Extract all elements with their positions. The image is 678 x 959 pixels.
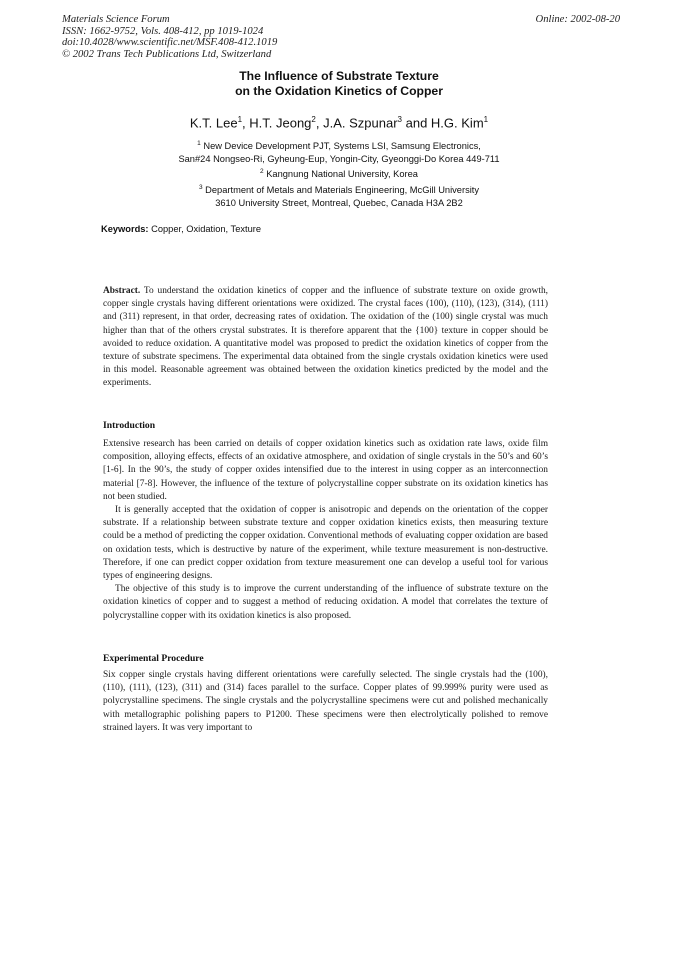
affil-number: 1 — [197, 140, 201, 147]
issn-line: ISSN: 1662-9752, Vols. 408-412, pp 1019-1024 — [62, 25, 264, 37]
copyright-line: © 2002 Trans Tech Publications Ltd, Switzerland — [62, 48, 272, 60]
journal-name: Materials Science Forum — [62, 14, 170, 25]
author-affil-mark: 3 — [397, 115, 402, 124]
affil-number: 3 — [198, 184, 203, 191]
author-name: K.T. Lee — [189, 115, 238, 131]
affil-line: 3610 University Street, Montreal, Quebec, Canada H3A 2B2 — [215, 197, 463, 208]
title-line-2: on the Oxidation Kinetics of Copper — [235, 84, 443, 98]
affil-line: New Device Development PJT, Systems LSI, Samsung Electronics, — [203, 141, 481, 152]
abstract — [103, 285, 548, 391]
keywords-text: Copper, Oxidation, Texture — [151, 224, 262, 234]
author-list — [0, 115, 678, 130]
author-affil-mark: 1 — [237, 115, 243, 124]
author-separator: , — [242, 115, 250, 131]
abstract-label: Abstract. — [103, 286, 141, 296]
affil-line: Department of Metals and Materials Engineering, McGill University — [205, 185, 480, 196]
introduction-body — [103, 438, 548, 623]
author-name: H.G. Kim — [430, 115, 484, 131]
author-name: H.T. Jeong — [249, 115, 312, 131]
paragraph: Extensive research has been carried on details of copper oxidation kinetics such as oxidation rate laws, oxide film composition, alloying effects, effects of an oxidative atmosphere, and oxidation of single crystals in the 50’s and 60’s [1-6]. In the 90’s, the study of copper oxides intensified due to the interest in using copper as an interconnection material [7-8]. However, the influence of the texture of polycrystalline copper substrate on its oxidation kinetics has not been studied. — [103, 439, 548, 502]
title-line-1: The Influence of Substrate Texture — [239, 69, 439, 83]
abstract-text: To understand the oxidation kinetics of copper and the influence of substrate texture on oxide growth, copper single crystals having different orientations were oxidized. The crystal faces (100), (110), (123), (314), (111) and (311) represent, in that order, decreasing rates of oxidation. The oxidation of the (100) single crystal was much higher than that of the others crystal substrates. It is therefore apparent that the {100} texture in copper should be avoided to reduce oxidation. A quantitative model was proposed to predict the oxidation kinetics of copper from the texture of substrate specimens. The experimental data obtained from the single crystals oxidation kinetics were used in this model. Reasonable agreement was obtained between the oxidation kinetics predicted by the model and the experiments. — [103, 286, 548, 389]
affiliation-2 — [0, 166, 678, 181]
experimental-heading: Experimental Procedure — [103, 653, 204, 664]
paragraph: Six copper single crystals having different orientations were carefully selected. The single crystals had the (100), (110), (111), (123), (311) and (314) faces parallel to the surface. Copper plates of 99.999% purity were used as polycrystalline specimens. The single crystals and the polycrystalline specimens were cut and polished mechanically with metallographic polishing papers to P1200. These specimens were then electrolytically polished to remove strained layers. It was very important to — [103, 670, 548, 733]
paragraph: The objective of this study is to improve the current understanding of the influence of substrate texture on the oxidation kinetics of copper and to suggest a method of reducing oxidation. A model that correlates the texture of polycrystalline copper with its oxidation kinetics is also proposed. — [103, 584, 548, 621]
author-affil-mark: 1 — [483, 115, 489, 124]
keywords — [101, 224, 261, 234]
paper-title — [0, 69, 678, 99]
journal-header — [62, 14, 277, 60]
affil-line: San#24 Nongseo-Ri, Gyheung-Eup, Yongin-City, Gyeonggi-Do Korea 449-711 — [178, 153, 500, 164]
introduction-heading: Introduction — [103, 420, 156, 431]
affiliation-1 — [0, 138, 678, 165]
online-date: Online: 2002-08-20 — [535, 14, 620, 25]
affil-line: Kangnung National University, Korea — [266, 169, 418, 180]
author-affil-mark: 2 — [311, 115, 316, 124]
affiliation-3 — [0, 182, 678, 209]
experimental-body — [103, 669, 548, 735]
author-name: J.A. Szpunar — [323, 115, 398, 131]
author-separator: and — [402, 115, 431, 131]
keywords-label: Keywords: — [101, 224, 149, 234]
doi-line[interactable]: doi:10.4028/www.scientific.net/MSF.408-412.1019 — [62, 37, 278, 48]
paragraph: It is generally accepted that the oxidation of copper is anisotropic and depends on the orientation of the copper substrate. If a relationship between substrate texture and copper oxidation kinetics exists, then measuring texture could be a method of predicting the copper oxidation. Conventional methods of evaluating copper oxidation are based on oxidation tests, which is destructive by nature of the experiment, while texture measurement is non-destructive. Therefore, if one can predict copper oxidation from texture measurement one can develop a useful tool for various types of engineering designs. — [103, 505, 548, 582]
author-separator: , — [315, 115, 324, 131]
affil-number: 2 — [260, 168, 264, 175]
